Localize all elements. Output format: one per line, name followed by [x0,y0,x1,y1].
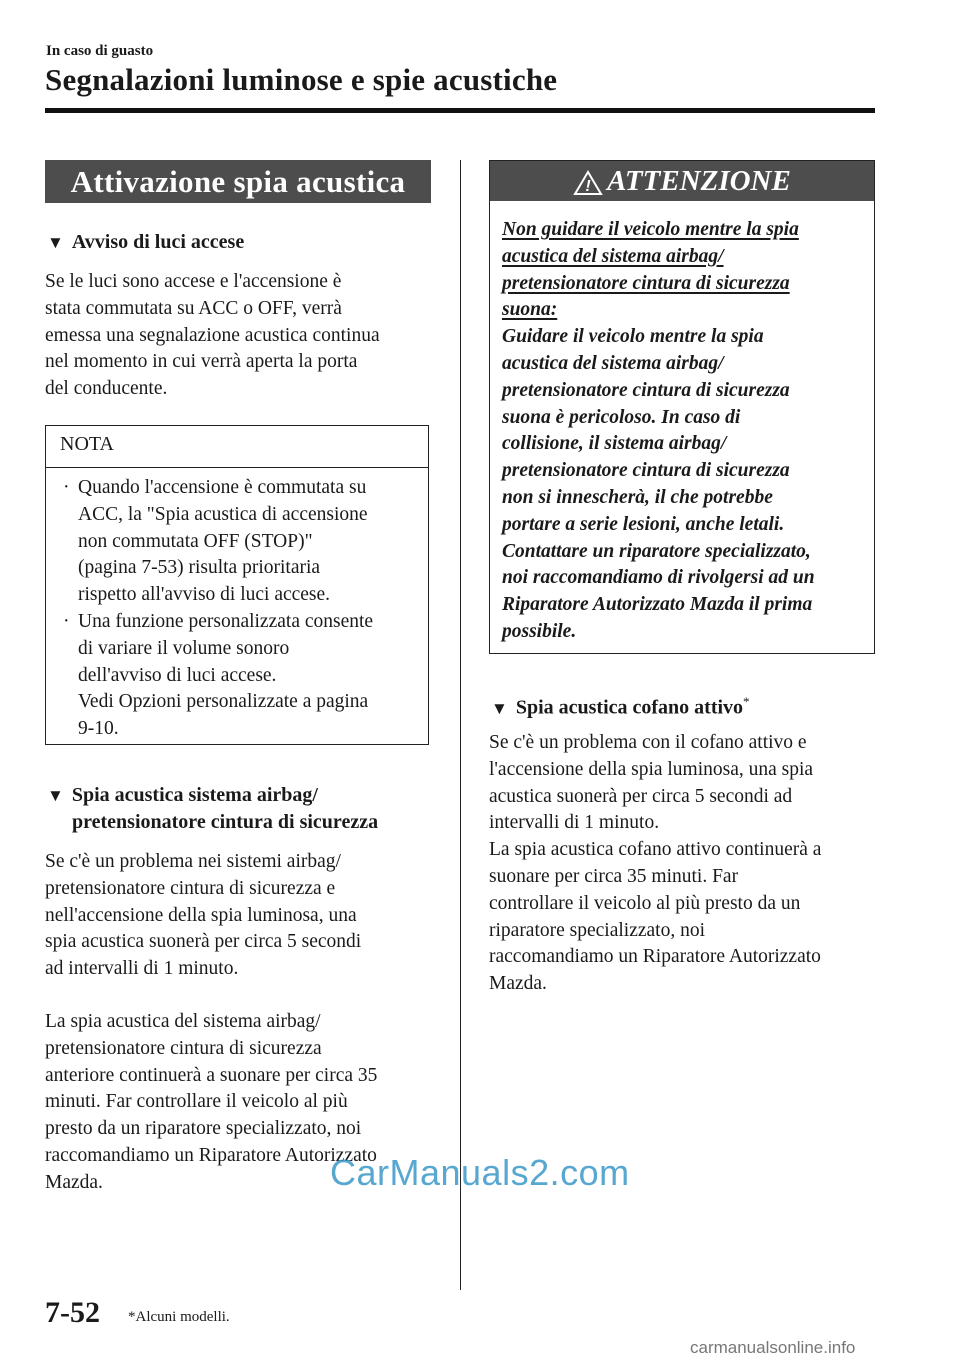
triangle-icon: ▼ [47,233,64,252]
footnote-asterisk: * [743,694,750,709]
nota-divider [46,467,428,468]
footnote: *Alcuni modelli. [128,1309,230,1325]
bullet-icon: · [63,610,70,632]
subheading-airbag [47,781,318,810]
subheading-text: Avviso di luci accese [71,231,245,253]
paragraph-cofano: Se c'è un problema con il cofano attivo e l'accensione della spia luminosa, una spia acustica suonerà per circa 5 secondi ad intervalli di 1 minuto. La spia acustica cofano attivo continuerà a suonare per circa 35 minuti. Far controllare il veicolo al più presto da un riparatore specializzato, noi raccomandiamo un Riparatore Autorizzato Mazda. [489,732,822,995]
nota-box [45,425,429,745]
warning-title: ATTENZIONE [607,165,791,197]
warning-mark: ! [585,178,591,196]
watermark-url[interactable]: carmanualsonline.info [690,1338,856,1357]
subheading-luci-accese [47,228,244,257]
warning-header [490,161,874,201]
paragraph-luci-accese: Se le luci sono accese e l'accensione è stata commutata su ACC o OFF, verrà emessa una segnalazione acustica continua nel momento in cui verrà aperta la porta del conducente. [45,271,380,400]
list-item [58,609,420,743]
warning-lead: Non guidare il veicolo mentre la spia acustica del sistema airbag/ pretensionatore cintura di sicurezza suona: [502,219,799,321]
subheading-airbag-line2: pretensionatore cintura di sicurezza [72,811,379,833]
section-banner: Attivazione spia acustica [45,160,431,203]
warning-box [489,160,875,654]
list-item [58,475,420,609]
list-item-text: Quando l'accensione è commutata su ACC, la "Spia acustica di accensione non commutata OFF (STOP)" (pagina 7-53) risulta prioritaria rispetto all'avviso di luci accese. [78,477,368,606]
list-item-text: Una funzione personalizzata consente di variare il volume sonoro dell'avviso di luci accese. Vedi Opzioni personalizzate a pagina 9-10. [78,610,374,740]
watermark-logo[interactable]: CarManuals2.com [330,1152,630,1193]
warning-body: Guidare il veicolo mentre la spia acustica del sistema airbag/ pretensionatore cintura di sicurezza suona è pericoloso. In caso di collisione, il sistema airbag/ pretensionatore cintura di sicurezza non si innescherà, il che potrebbe portare a serie lesioni, anche letali. Contattare un riparatore specializzato, noi raccomandiamo di rivolgersi ad un Riparatore Autorizzato Mazda il prima possibile. [502,326,815,642]
page-number: 7-52 [45,1296,100,1329]
triangle-icon: ▼ [491,698,508,718]
paragraph-airbag-2: La spia acustica del sistema airbag/ pretensionatore cintura di sicurezza anteriore continuerà a suonare per circa 35 minuti. Far controllare il veicolo al più presto da un riparatore specializzato, noi raccomandiamo un Riparatore Autorizzato Mazda. [45,1011,378,1193]
breadcrumb: In caso di guasto [46,43,154,59]
subheading-text: Spia acustica sistema airbag/ [71,784,318,806]
triangle-icon: ▼ [47,786,64,805]
column-divider [460,160,461,1290]
nota-list [58,475,420,743]
paragraph-airbag-1: Se c'è un problema nei sistemi airbag/ pretensionatore cintura di sicurezza e nell'accensione della spia luminosa, una spia acustica suonerà per circa 5 secondi ad intervalli di 1 minuto. [45,851,362,980]
title-rule [45,108,875,113]
page-title: Segnalazioni luminose e spie acustiche [45,62,558,97]
warning-text [502,217,864,646]
bullet-icon: · [63,477,70,498]
warning-triangle-icon [573,170,603,196]
subheading-text: Spia acustica cofano attivo [515,696,744,719]
subheading-cofano [491,688,750,723]
nota-label: NOTA [60,433,114,455]
